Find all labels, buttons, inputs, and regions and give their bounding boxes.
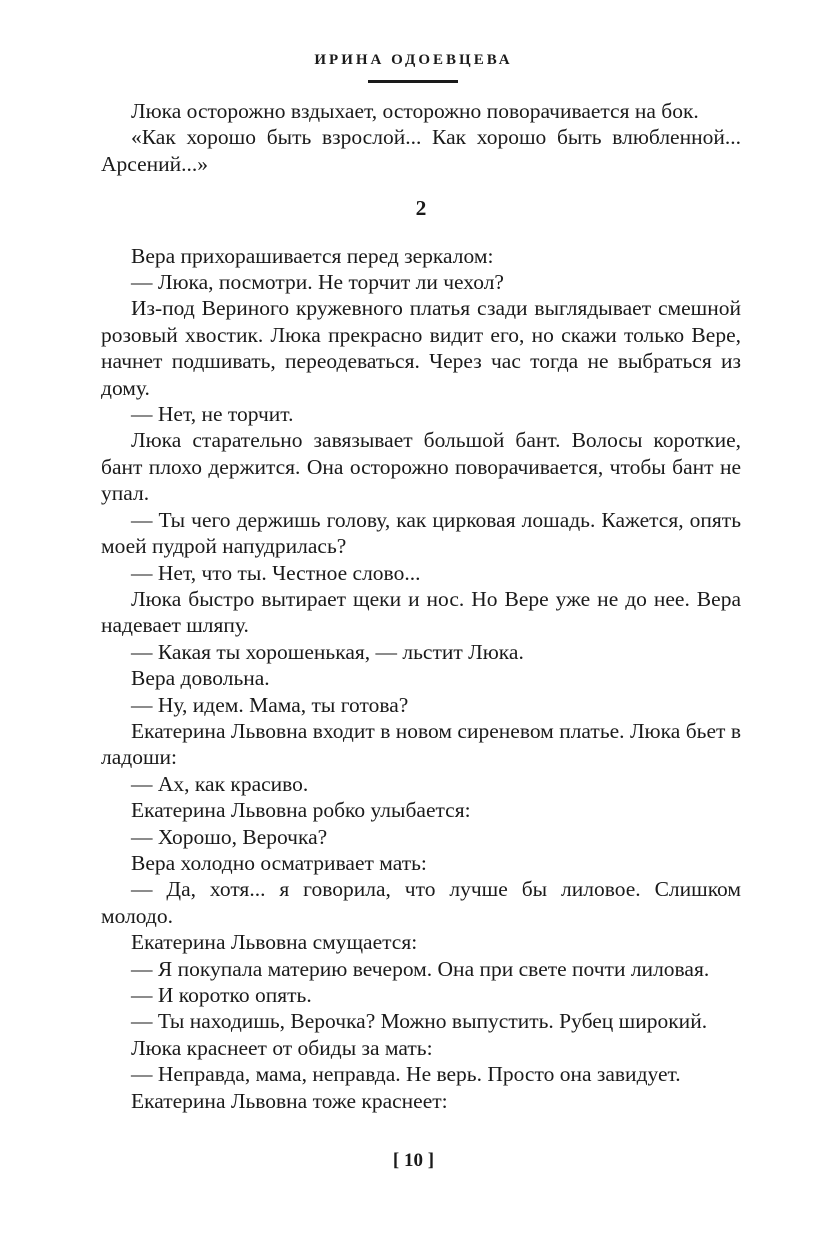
dialogue-line: — Да, хотя... я говорила, что лучше бы лиловое. Слишком молодо. xyxy=(101,877,741,928)
page-number: [ 10 ] xyxy=(392,1150,435,1171)
dialogue-line: — И коротко опять. xyxy=(131,983,312,1007)
paragraph: Екатерина Львовна тоже краснеет: xyxy=(131,1088,448,1113)
paragraph: Екатерина Львовна входит в новом сиреневом платье. Люка бьет в ладоши: xyxy=(101,718,741,770)
paragraph: Вера холодно осматривает мать: xyxy=(131,850,427,875)
chapter-number: 2 xyxy=(415,196,427,221)
dialogue-line: — Какая ты хорошенькая, — льстит Люка. xyxy=(131,639,524,664)
dialogue-line: — Я покупала материю вечером. Она при свете почти лиловая. xyxy=(131,956,710,981)
dialogue-line: — Неправда, мама, неправда. Не верь. Просто она завидует. xyxy=(131,1062,681,1087)
dialogue-line: — Люка, посмотри. Не торчит ли чехол? xyxy=(131,270,504,295)
paragraph: «Как хорошо быть взрослой... Как хорошо быть влюбленной... Арсений...» xyxy=(101,125,741,176)
dialogue-line: — Ты чего держишь голову, как цирковая лошадь. Кажется, опять моей пудрой напудрилась? xyxy=(101,507,741,559)
dialogue-line: — Хорошо, Верочка? xyxy=(131,824,328,849)
paragraph: Люка старательно завязывает большой бант. Волосы короткие, бант плохо держится. Она осторожно поворачивается, чтобы бант не упал. xyxy=(101,428,741,506)
paragraph: Вера довольна. xyxy=(131,666,270,691)
dialogue-line: — Ты находишь, Верочка? Можно выпустить. Рубец широкий. xyxy=(131,1009,708,1034)
paragraph: Екатерина Львовна робко улыбается: xyxy=(131,798,471,823)
dialogue-line: — Нет, не торчит. xyxy=(131,402,294,427)
dialogue-line: — Ах, как красиво. xyxy=(131,771,309,796)
text-block xyxy=(101,98,741,1114)
paragraph: Из-под Вериного кружевного платья сзади выглядывает смешной розовый хвостик. Люка прекрасно видит его, но скажи только Вере, начнет подшивать, переодеваться. Через час тогда не выбраться из дому. xyxy=(101,296,741,400)
header-rule xyxy=(368,80,458,83)
running-head-author: ИРИНА ОДОЕВЦЕВА xyxy=(314,52,513,68)
paragraph: Люка осторожно вздыхает, осторожно поворачивается на бок. xyxy=(131,99,699,123)
paragraph: Вера прихорашивается перед зеркалом: xyxy=(131,243,494,268)
paragraph: Люка краснеет от обиды за мать: xyxy=(131,1035,433,1060)
paragraph: Люка быстро вытирает щеки и нос. Но Вере уже не до нее. Вера надевает шляпу. xyxy=(101,586,741,638)
dialogue-line: — Нет, что ты. Честное слово... xyxy=(131,560,421,585)
dialogue-line: — Ну, идем. Мама, ты готова? xyxy=(131,692,409,717)
paragraph: Екатерина Львовна смущается: xyxy=(131,930,418,955)
